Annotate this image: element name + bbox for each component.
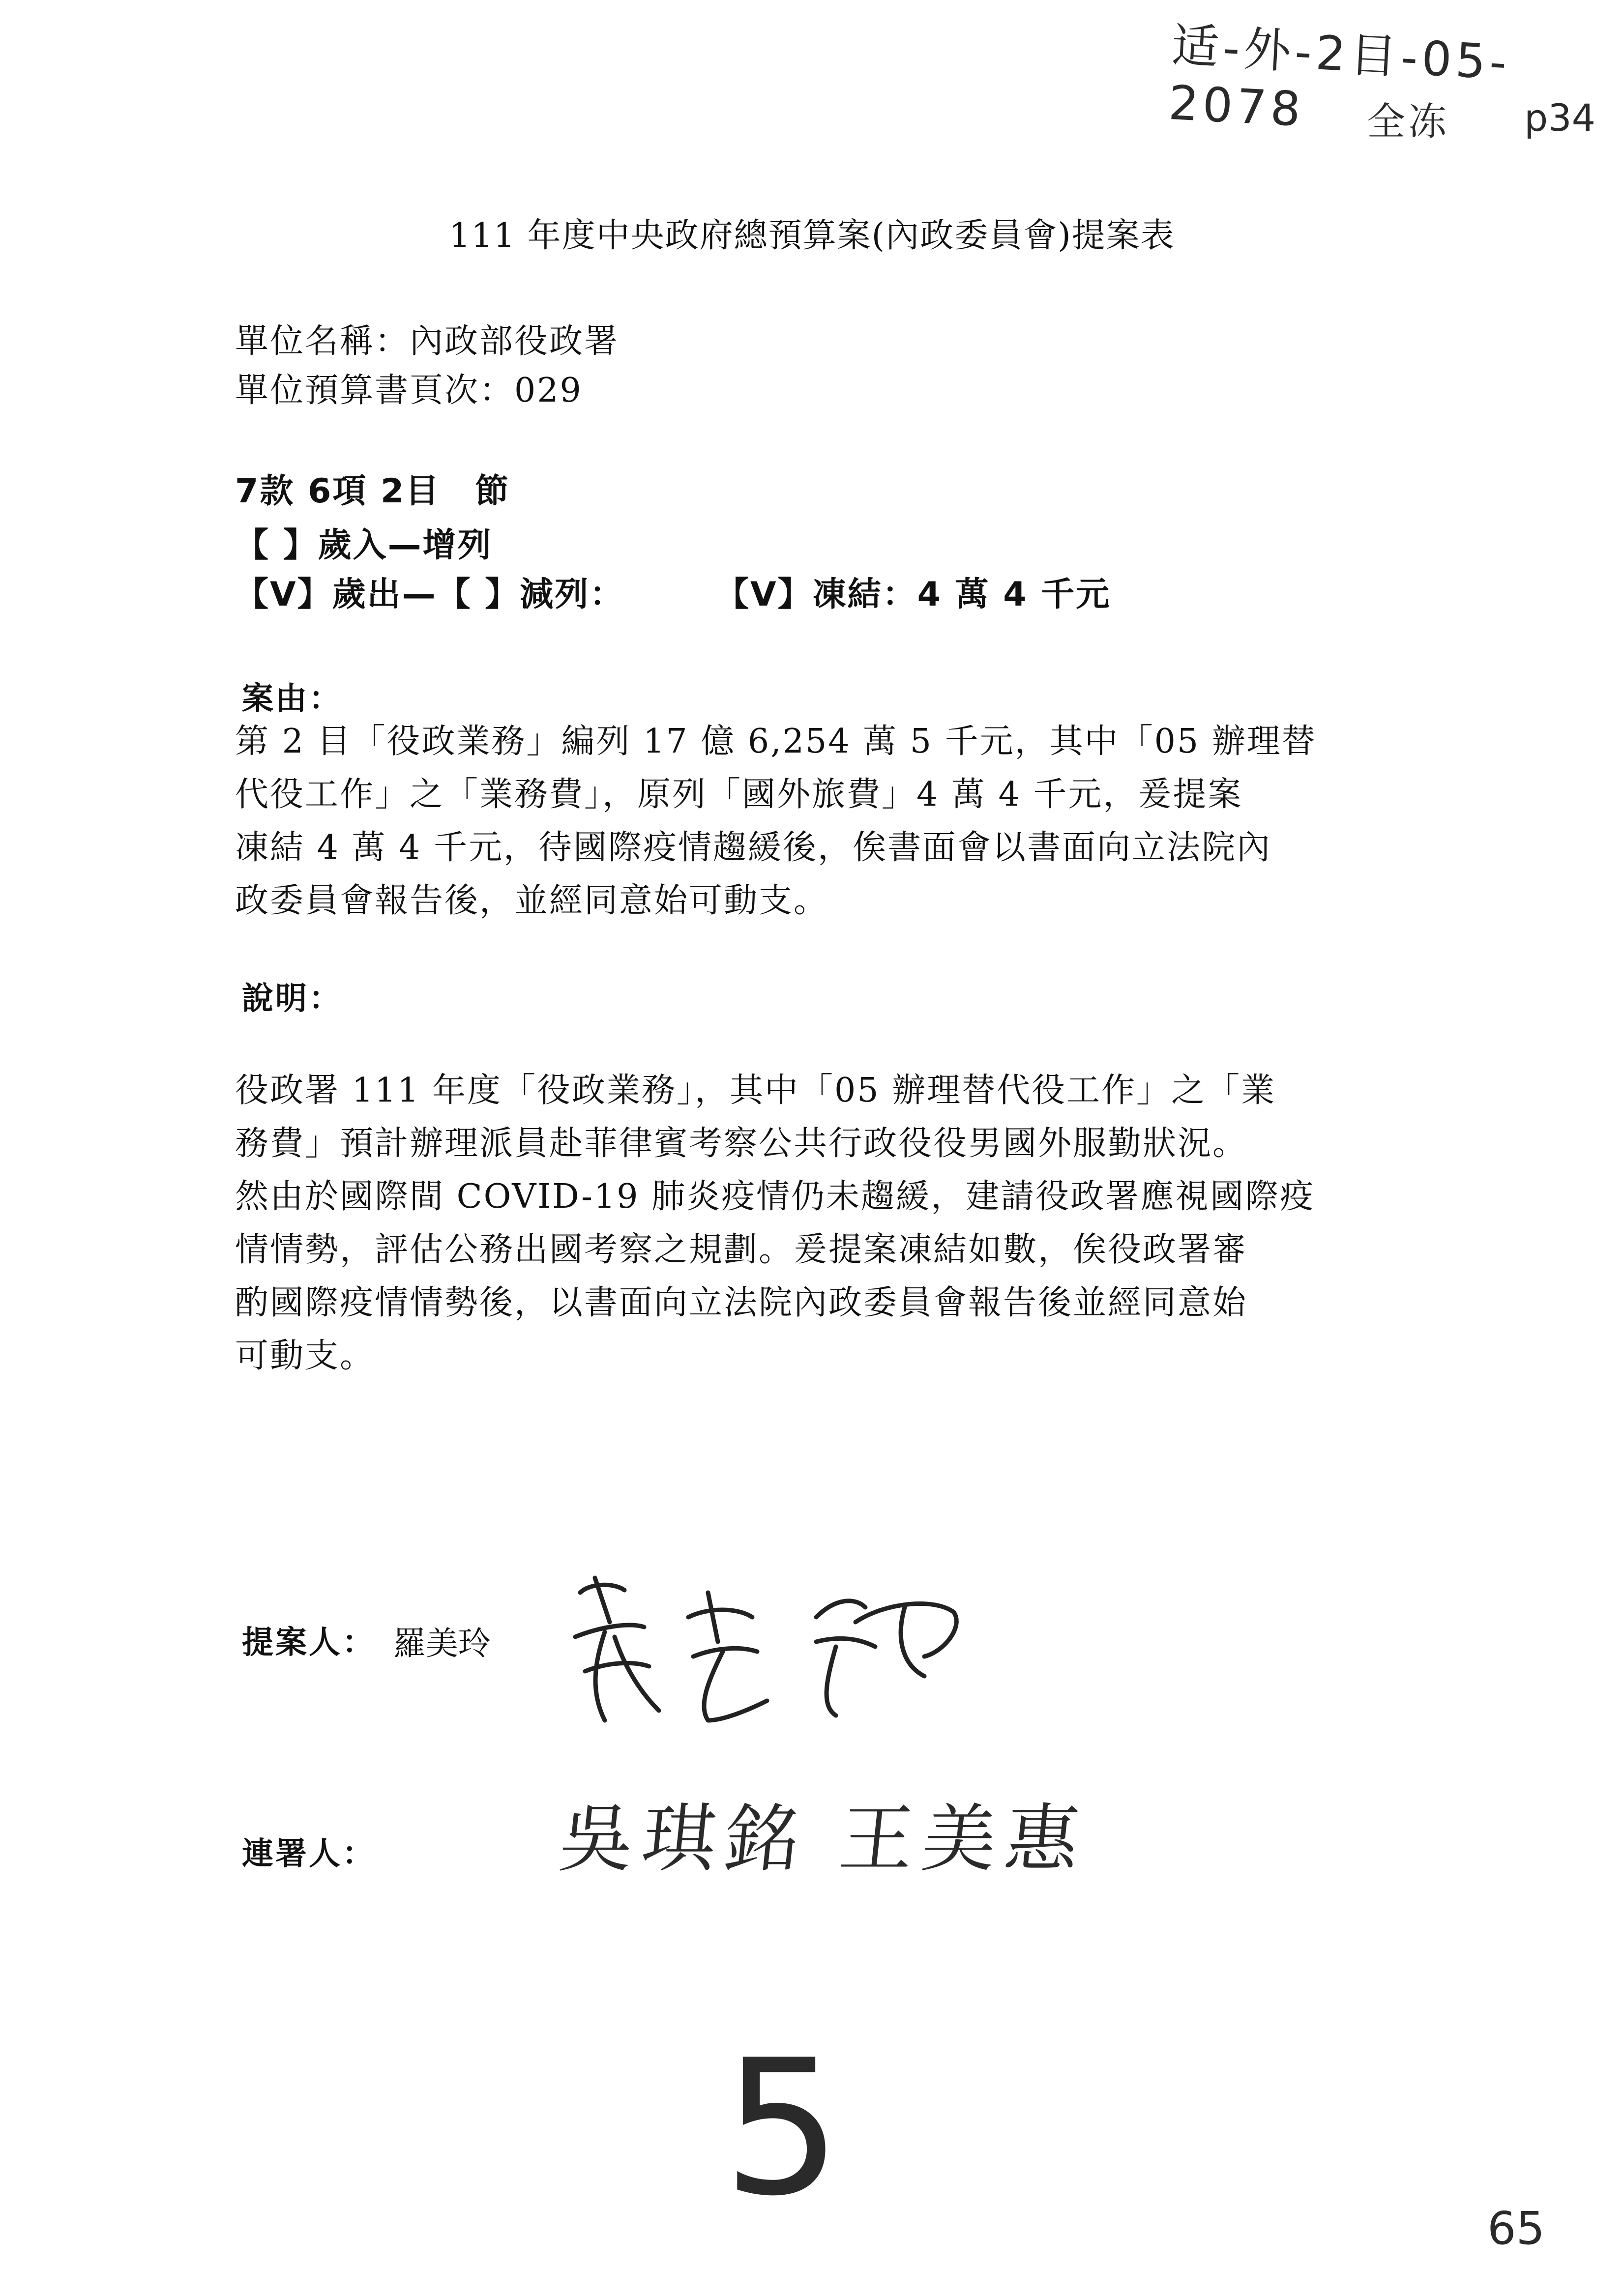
explanation-line: 役政署 111 年度「役政業務」，其中「05 辦理替代役工作」之「業	[235, 1071, 1276, 1110]
reason-line: 政委員會報告後，並經同意始可動支。	[235, 881, 829, 920]
revenue-increase-line: 【 】歲入—增列	[235, 526, 493, 565]
reason-line: 第 2 目「役政業務」編列 17 億 6,254 萬 5 千元，其中「05 辦理替	[235, 722, 1317, 761]
proposer-label: 提案人：	[242, 1625, 376, 1661]
budget-item-code: 7款 6項 2目 節	[235, 472, 510, 511]
handwritten-reference-code: 适-外-2目-05-2078	[1167, 17, 1512, 138]
explanation-line: 情情勢，評估公務出國考察之規劃。爰提案凍結如數，俟役政署審	[235, 1230, 1248, 1269]
explanation-line: 可動支。	[235, 1337, 375, 1375]
unit-name: 單位名稱：內政部役政署	[235, 322, 620, 361]
freeze-amount-line: 【V】凍結：4 萬 4 千元	[715, 575, 1111, 614]
handwritten-page-ref: p34	[1524, 96, 1595, 140]
explanation-line: 務費」預計辦理派員赴菲律賓考察公共行政役役男國外服勤狀況。	[235, 1124, 1248, 1163]
reason-label: 案由：	[242, 681, 342, 717]
proposer-signature	[561, 1563, 974, 1730]
cosigners-label: 連署人：	[242, 1836, 376, 1872]
handwritten-number: 5	[723, 2019, 842, 2237]
explanation-text	[235, 1064, 1381, 1383]
expenditure-reduce-line: 【V】歲出—【 】減列：	[235, 575, 625, 614]
explanation-line: 然由於國際間 COVID-19 肺炎疫情仍未趨緩，建請役政署應視國際疫	[235, 1177, 1315, 1216]
reason-line: 凍結 4 萬 4 千元，待國際疫情趨緩後，俟書面會以書面向立法院內	[235, 828, 1271, 867]
unit-budget-page: 單位預算書頁次：029	[235, 371, 583, 410]
proposer-name: 羅美玲	[393, 1625, 491, 1662]
reason-line: 代役工作」之「業務費」，原列「國外旅費」4 萬 4 千元，爰提案	[235, 775, 1243, 814]
cosigners-handwritten: 吳琪銘 王美惠	[555, 1797, 1093, 1882]
document-title: 111 年度中央政府總預算案(內政委員會)提案表	[449, 216, 1175, 255]
explanation-label: 說明：	[242, 981, 342, 1017]
handwritten-page-number: 65	[1487, 2202, 1545, 2255]
reason-text	[235, 715, 1381, 928]
handwritten-note-freeze: 全冻	[1367, 100, 1450, 144]
explanation-line: 酌國際疫情情勢後，以書面向立法院內政委員會報告後並經同意始	[235, 1283, 1248, 1322]
